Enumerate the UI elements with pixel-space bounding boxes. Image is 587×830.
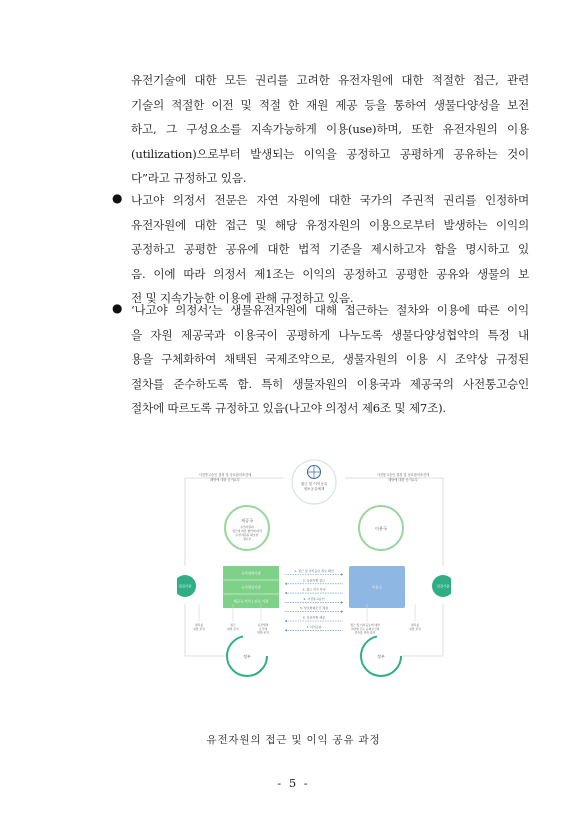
bottom-label: 절차를: [194, 623, 204, 627]
gov-left-label: 정부: [243, 654, 251, 659]
text-line: 절차에 따르도록 규정하고 있음(나고야 의정서 제6조 및 제7조).: [131, 401, 446, 415]
text-line: 유전자원에 대한 접근 및 해당 유정자원의 이용으로부터 발생하는 이익의: [131, 217, 529, 232]
text-line: ‘나고야 의정서’는 생물유전자원에 대해 접근하는 절차와 이용에 따른 이익: [131, 303, 529, 317]
arrow-label: 1. 접근 및 이익공유 정보 확인: [294, 569, 334, 573]
text-line: 기술의 적절한 이전 및 적절 한 재원 제공 등을 통하여 생물다양성을 보전: [131, 97, 529, 112]
text-line: 을 자원 제공국과 이용국이 공평하게 나누도록 생물다양성협약의 특정 내: [131, 327, 529, 342]
left-box-label: 제공국 이익 / 보유 기관: [233, 599, 269, 604]
bottom-label: 위한 조치: [193, 626, 205, 631]
arrow-label: 6. 유전자원 제공: [302, 615, 326, 620]
right-bottom-labels: [350, 623, 421, 635]
arrow-head-icon: [285, 583, 287, 585]
arrow-label: 4. 사전통고승인: [303, 596, 325, 601]
right-box-label: 이용국: [372, 585, 382, 590]
arrow-label: 2. 유전자원 접근: [302, 578, 326, 583]
bottom-label: 위한 조치: [409, 626, 421, 631]
right-checkpoint-label: 점검기관: [436, 584, 450, 589]
arrow-head-icon: [341, 573, 343, 575]
paragraph-bullet-nagoya-preamble: [131, 188, 529, 311]
page-number: - 5 -: [277, 776, 310, 790]
right-note-line2: 해당에 대한 증거요부: [388, 478, 418, 482]
bullet-icon: ●: [112, 301, 123, 315]
text-line: 하고, 그 구성요소를 지속가능하게 이용(use)하며, 또한 유전자원의 이용: [131, 122, 529, 136]
gov-right-label: 정부: [377, 654, 385, 659]
text-line: 음. 이에 따라 의정서 제1조는 이익의 공정하고 공평한 공유와 생물의 보: [131, 266, 529, 281]
provider-desc-line: 접수부: [242, 537, 252, 541]
bottom-label: 국내법 또는 규제요건의: [350, 626, 380, 631]
arrow-head-icon: [285, 592, 287, 594]
text-line: 공정하고 공평한 공유에 대한 법적 기준을 제시하고자 함을 명시하고 있: [131, 242, 529, 256]
text-line: 다”라고 규정하고 있음.: [131, 171, 247, 185]
paragraph-bullet-nagoya-protocol: [131, 298, 529, 421]
bottom-label: 유전법적: [257, 623, 269, 627]
bottom-label: 접근: [230, 623, 236, 627]
text-line: 용을 구체화하여 채택된 국제조약으로, 생물자원의 이용 시 조약상 규정된: [131, 352, 529, 366]
diagram-svg: [177, 456, 451, 678]
figure-caption: 유전자원의 접근 및 이익 공유 과정: [206, 734, 381, 746]
left-checkpoint-label: 점검기관: [178, 584, 192, 589]
text-line: 전 및 지속가능한 이용에 관해 규정하고 있음.: [131, 291, 354, 305]
text-line: 나고야 의정서 전문은 자연 자원에 대한 국가의 주권적 권리를 인정하며: [131, 193, 529, 207]
arrow-head-icon: [285, 620, 287, 622]
arrow-label: 7. 이익공유: [306, 624, 322, 629]
bottom-label: 요건에: [258, 626, 268, 631]
left-bottom-labels: [193, 623, 269, 635]
paragraph-continuation: [131, 68, 529, 191]
text-line: 절차를 준수하도록 함. 특히 생물자원의 이용국과 제공국의 사전통고승인: [131, 376, 529, 391]
bullet-icon: ●: [112, 191, 123, 205]
bottom-label: 접근 및 이익공유에 대한: [350, 623, 380, 627]
bottom-label: 준수를 위한 조치: [354, 630, 376, 635]
provider-desc-line: 유전자원의: [240, 525, 254, 529]
process-arrows: [285, 568, 343, 632]
arrow-label: 3. 접근 허가 부여: [302, 587, 326, 592]
text-line: (utilization)으로부터 발생되는 이익을 공정하고 공평하게 공유하는 것이: [131, 146, 529, 161]
provider-title: 제공국: [240, 518, 254, 523]
bottom-label: 절차를: [410, 623, 420, 627]
left-box-label: 국가연락기관: [241, 571, 261, 576]
center-top-line2: 정보공유체계: [303, 487, 325, 491]
left-box-label: 국가책임기관: [241, 585, 261, 590]
bottom-label: 대한 조치: [227, 626, 239, 631]
right-note-line1: 사전통고승인 결정 및 상호합의조건에: [376, 473, 430, 477]
arrow-head-icon: [285, 629, 287, 631]
left-note-line2: 해당에 대한 증거요부: [210, 478, 240, 482]
arrow-head-icon: [341, 611, 343, 613]
arrow-label: 5. 상호합의조건 체결: [300, 606, 328, 611]
provider-desc-line: 접근에 따른 협약에 따라: [232, 529, 262, 533]
bottom-label: 대한 조치: [257, 630, 269, 635]
arrow-head-icon: [341, 601, 343, 603]
user-title: 이용국: [374, 526, 388, 531]
text-line: 유전기술에 대한 모든 권리를 고려한 유전자원에 대한 적절한 접근, 관련: [131, 73, 529, 87]
provider-desc-line: 유전자원을 확보한: [235, 533, 259, 537]
abs-process-diagram: [177, 456, 451, 678]
left-note-line1: 사전통고승인 결정 및 상호합의조건에: [198, 473, 252, 477]
center-top-line1: 접근 및 이익공유: [300, 482, 328, 486]
